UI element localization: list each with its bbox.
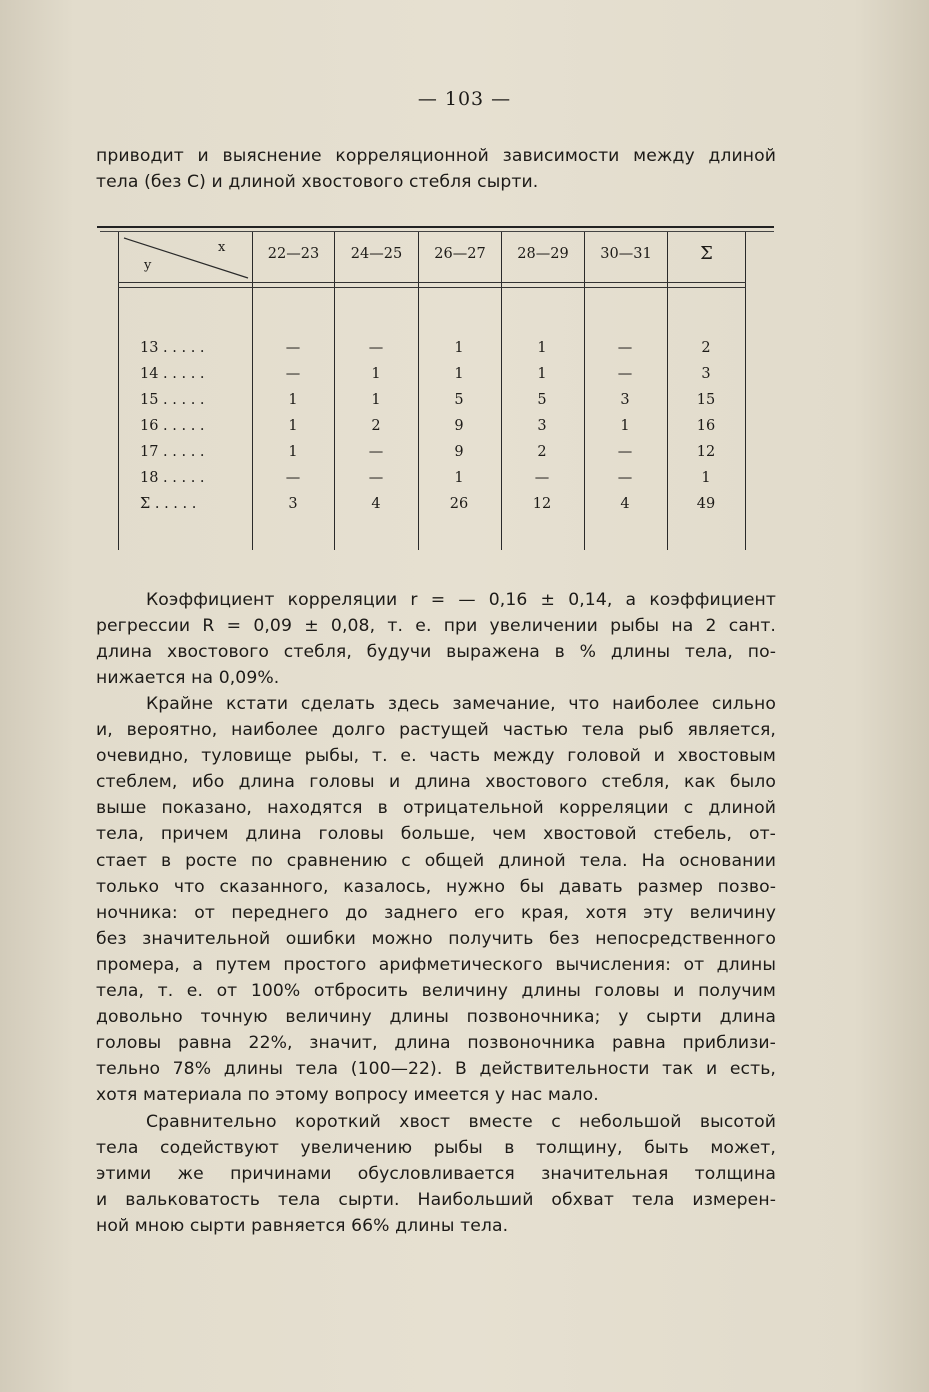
correlation-paragraph — [96, 587, 776, 691]
row-label: 18 . . . . . — [140, 470, 205, 486]
table-cell: — — [285, 366, 301, 382]
text-line: и вальковатость тела сырти. Наибольший обхват тела измерен- — [96, 1190, 776, 1211]
text-line: тела (без С) и длиной хвостового стебля сырти. — [96, 172, 539, 193]
table-border-left — [118, 232, 119, 550]
table-cell: — — [617, 444, 633, 460]
correlation-table — [118, 232, 746, 550]
table-cell: 16 — [696, 418, 716, 434]
column-header: 24—25 — [350, 246, 403, 262]
table-cell: 1 — [537, 366, 547, 382]
table-cell: 1 — [620, 418, 630, 434]
table-cell: — — [368, 470, 384, 486]
text-line: только что сказанного, казалось, нужно бы давать размер позво- — [96, 876, 776, 897]
table-cell: 1 — [288, 444, 298, 460]
row-label: 15 . . . . . — [140, 392, 205, 408]
text-line: очевидно, туловище рыбы, т. е. часть между головой и хвостовым — [96, 746, 776, 767]
row-label: 14 . . . . . — [140, 366, 205, 382]
text-line: регрессии R = 0,09 ± 0,08, т. е. при увеличении рыбы на 2 сант. — [96, 616, 776, 637]
text-line: тельно 78% длины тела (100—22). В действительности так и есть, — [96, 1059, 776, 1080]
text-line: тела содействуют увеличению рыбы в толщину, быть может, — [96, 1138, 776, 1159]
table-cell: 49 — [696, 496, 716, 512]
column-header: 28—29 — [517, 246, 569, 262]
table-cell: 5 — [454, 392, 464, 408]
table-cell: 1 — [454, 470, 464, 486]
text-line: Сравнительно короткий хвост вместе с небольшой высотой — [146, 1112, 776, 1132]
table-cell: 1 — [371, 392, 381, 408]
column-header: 22—23 — [267, 246, 320, 262]
row-label: 16 . . . . . — [140, 418, 205, 434]
row-label: Σ . . . . . — [140, 496, 197, 512]
table-cell: 2 — [537, 444, 547, 460]
text-line: ной мною сырти равняется 66% длины тела. — [96, 1216, 509, 1237]
table-top-rule — [97, 226, 774, 228]
table-cell: — — [368, 340, 384, 356]
row-label: 13 . . . . . — [140, 340, 205, 356]
text-line: и, вероятно, наиболее долго растущей частью тела рыб является, — [96, 720, 776, 741]
text-line: выше показано, находятся в отрицательной корреляции с длиной — [96, 798, 776, 819]
table-cell: 26 — [449, 496, 469, 512]
table-cell: 2 — [371, 418, 381, 434]
row-label: 17 . . . . . — [140, 444, 205, 460]
table-cell: 3 — [620, 392, 630, 408]
text-line: промера, а путем простого арифметического вычисления: от длины — [96, 954, 776, 975]
table-cell: — — [285, 340, 301, 356]
table-cell: 9 — [454, 444, 464, 460]
column-header: 30—31 — [600, 246, 652, 262]
table-cell: 9 — [454, 418, 464, 434]
text-line: этими же причинами обусловливается значительная толщина — [96, 1164, 776, 1185]
table-cell: — — [368, 444, 384, 460]
table-cell: 3 — [537, 418, 547, 434]
corner-diagonal — [120, 234, 250, 280]
table-cell: — — [285, 470, 301, 486]
text-line: довольно точную величину длины позвоночника; у сырти длина — [96, 1007, 776, 1028]
text-line: приводит и выяснение корреляционной зависимости между длиной — [96, 146, 776, 166]
body-paragraph — [96, 1109, 776, 1239]
column-header-sum: Σ — [700, 243, 713, 264]
corner-y-label: y — [144, 258, 152, 273]
table-cell: 1 — [454, 366, 464, 382]
intro-paragraph — [96, 143, 776, 195]
page-number: — 103 — — [417, 88, 512, 110]
text-line: стает в росте по сравнению с общей длиной тела. На основании — [96, 850, 776, 871]
table-cell: 2 — [701, 340, 711, 356]
text-line: тела, т. е. от 100% отбросить величину длины головы и получим — [96, 981, 776, 1002]
table-cell: — — [617, 366, 633, 382]
text-line: стеблем, ибо длина головы и длина хвостового стебля, как было — [96, 772, 776, 793]
table-cell: 1 — [454, 340, 464, 356]
table-cell: — — [617, 340, 633, 356]
table-cell: — — [534, 470, 550, 486]
text-line: нижается на 0,09%. — [96, 668, 280, 689]
table-cell: 1 — [288, 418, 298, 434]
table-cell: 15 — [696, 392, 716, 408]
table-cell: 5 — [537, 392, 547, 408]
table-cell: 1 — [371, 366, 381, 382]
text-line: Коэффициент корреляции r = — 0,16 ± 0,14, а коэффициент — [146, 590, 776, 610]
text-line: Крайне кстати сделать здесь замечание, что наиболее сильно — [146, 694, 776, 714]
table-cell: — — [617, 470, 633, 486]
text-line: длина хвостового стебля, будучи выражена в % длины тела, по- — [96, 642, 776, 663]
table-cell: 1 — [701, 470, 711, 486]
table-cell: 3 — [701, 366, 711, 382]
text-line: хотя материала по этому вопросу имеется у нас мало. — [96, 1085, 599, 1106]
column-header: 26—27 — [434, 246, 486, 262]
text-line: головы равна 22%, значит, длина позвоночника равна приблизи- — [96, 1033, 776, 1054]
text-line: без значительной ошибки можно получить без непосредственного — [96, 928, 776, 949]
column-divider — [334, 232, 335, 550]
header-double-rule — [118, 282, 746, 288]
table-cell: 1 — [537, 340, 547, 356]
table-cell: 12 — [532, 496, 552, 512]
body-paragraph — [96, 691, 776, 1109]
table-cell: 4 — [371, 496, 381, 512]
table-cell: 1 — [288, 392, 298, 408]
corner-x-label: x — [218, 240, 226, 255]
table-cell: 4 — [620, 496, 630, 512]
table-cell: 12 — [696, 444, 716, 460]
text-line: тела, причем длина головы больше, чем хвостовой стебель, от- — [96, 824, 776, 845]
table-cell: 3 — [288, 496, 298, 512]
text-line: ночника: от переднего до заднего его края, хотя эту величину — [96, 902, 776, 923]
